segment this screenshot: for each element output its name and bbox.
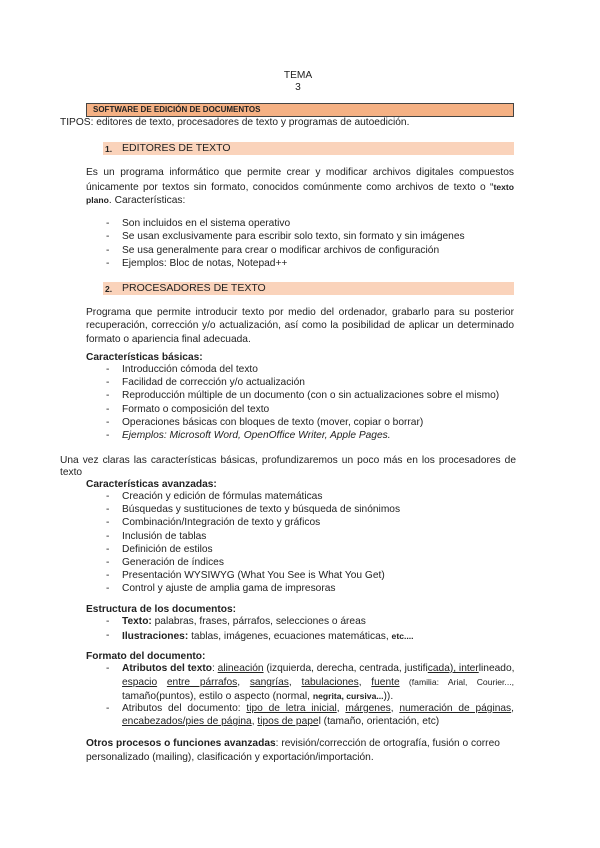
bold-text: plano — [86, 195, 109, 205]
list-item: Creación y edición de fórmulas matemáticas — [122, 491, 323, 502]
list-item — [122, 663, 514, 675]
intro-line: Una vez claras las características básicas, profundizaremos un poco más en los procesadores de — [60, 455, 516, 466]
list-item: Reproducción múltiple de un documento (con o sin actualizaciones sobre el mismo) — [122, 390, 500, 402]
bullet-dash: - — [106, 231, 110, 243]
text: Atributos del documento: — [122, 703, 247, 714]
underlined-text: tipo de letra inicial — [246, 703, 337, 714]
section-1-heading — [103, 142, 514, 155]
underlined-text: alineación — [217, 663, 264, 674]
section-title: PROCESADORES DE TEXTO — [122, 282, 266, 294]
list-item: Formato o composición del texto — [122, 403, 270, 415]
list-item: Ejemplos: Microsoft Word, OpenOffice Writer, Apple Pages. — [122, 430, 391, 441]
bold-text: Texto: — [122, 616, 152, 627]
list-item: Control y ajuste de amplia gama de impresoras — [122, 583, 336, 595]
list-item: Ejemplos: Bloc de notas, Notepad++ — [122, 258, 288, 270]
text: . Características: — [108, 195, 186, 206]
list-item — [122, 616, 366, 628]
list-item: Se usa generalmente para crear o modificar archivos de configuración — [122, 244, 440, 256]
bullet-dash: - — [106, 218, 110, 229]
list-item: Operaciones básicas con bloques de texto (mover, copiar o borrar) — [122, 416, 424, 428]
text: )). — [383, 691, 394, 702]
list-item — [122, 630, 414, 643]
bullet-dash: - — [106, 663, 110, 674]
bullet-dash: - — [106, 530, 110, 542]
bullet-dash: - — [106, 258, 110, 270]
list-item-cont — [122, 716, 439, 728]
list-item: Búsquedas y sustituciones de texto y búsqueda de sinónimos — [122, 504, 401, 516]
bullet-dash: - — [106, 703, 110, 714]
list-item-cont — [122, 690, 393, 703]
text: , — [237, 677, 250, 688]
bullet-dash: - — [106, 557, 110, 568]
bold-text: texto — [493, 182, 514, 192]
title-line-1: TEMA — [283, 70, 313, 81]
underlined-text: fuente — [371, 677, 400, 688]
underlined-text: márgenes — [345, 703, 391, 714]
text: (familia: Arial, Courier..., — [399, 677, 514, 687]
structure-heading: Estructura de los documentos: — [86, 604, 237, 615]
bullet-dash: - — [106, 244, 110, 256]
bullet-dash: - — [106, 504, 110, 516]
underlined-text: encabezados/pies de página — [122, 716, 252, 727]
section-2-heading — [103, 282, 514, 295]
list-item: Combinación/Integración de texto y gráficos — [122, 517, 321, 529]
text: tamaño(puntos), estilo o aspecto (normal, — [122, 691, 313, 702]
list-item-cont — [122, 676, 514, 689]
bullet-dash: - — [106, 377, 110, 389]
otros-line — [86, 738, 500, 750]
paragraph-line — [86, 194, 185, 207]
tipos-line: TIPOS: editores de texto, procesadores de texto y programas de autoedición. — [60, 117, 410, 128]
list-item: Son incluidos en el sistema operativo — [122, 218, 291, 229]
bullet-dash: - — [106, 517, 110, 529]
bullet-dash: - — [106, 630, 110, 641]
text: palabras, frases, párrafos, selecciones o áreas — [151, 616, 366, 627]
title-line-2: 3 — [295, 82, 301, 93]
banner — [86, 103, 514, 117]
bold-text: Otros procesos o funciones avanzadas — [86, 738, 276, 749]
section-number: 2. — [105, 284, 113, 294]
underlined-text: tabulaciones — [301, 677, 359, 688]
underlined-text: entre párrafos — [166, 677, 238, 688]
advanced-heading: Características avanzadas: — [86, 479, 217, 490]
paragraph-line — [86, 181, 514, 194]
list-item: Inclusión de tablas — [122, 530, 207, 542]
bullet-dash: - — [106, 616, 110, 627]
underlined-text: cada), inter — [427, 663, 479, 674]
underlined-text: espacio — [122, 677, 158, 688]
bullet-dash: - — [106, 570, 110, 582]
text: , — [390, 703, 400, 714]
bullet-dash: - — [106, 416, 110, 428]
text: tablas, imágenes, ecuaciones matemáticas, — [188, 631, 392, 642]
text: : revisión/corrección de ortografía, fusión o correo — [275, 738, 500, 749]
banner-text: SOFTWARE DE EDICIÓN DE DOCUMENTOS — [93, 105, 261, 114]
bullet-dash: - — [106, 543, 110, 555]
text: : — [212, 663, 218, 674]
list-item: Se usan exclusivamente para escribir solo texto, sin formato y sin imágenes — [122, 231, 465, 243]
text: , — [336, 703, 346, 714]
bullet-dash: - — [106, 390, 110, 402]
paragraph-line: Es un programa informático que permite crear y modificar archivos digitales compuestos — [86, 167, 514, 178]
list-item: Definición de estilos — [122, 543, 213, 555]
underlined-text: sangrías — [249, 677, 289, 688]
text: , — [251, 716, 258, 727]
paragraph-line: Programa que permite introducir texto por medio del ordenador, grabarlo para su posterior — [86, 307, 514, 318]
bold-text: Atributos del texto — [122, 663, 212, 674]
text: , — [288, 677, 302, 688]
text: l (tamaño, orientación, etc) — [318, 716, 440, 727]
bold-text: negrita, cursiva... — [312, 691, 384, 701]
section-title: EDITORES DE TEXTO — [122, 142, 231, 154]
otros-line: personalizado (mailing), clasificación y exportación/importación. — [86, 752, 374, 763]
basic-heading: Características básicas: — [86, 352, 203, 363]
section-number: 1. — [105, 144, 113, 154]
text: lineado, — [478, 663, 515, 674]
bold-text: etc.... — [391, 631, 414, 641]
bullet-dash: - — [106, 430, 110, 441]
list-item: Introducción cómoda del texto — [122, 364, 258, 375]
text: , — [358, 677, 372, 688]
list-item: Generación de índices — [122, 557, 224, 568]
format-heading: Formato del documento: — [86, 651, 206, 662]
intro-line: texto — [60, 467, 83, 478]
paragraph-line: formato o apariencia final adecuada. — [86, 334, 251, 345]
list-item: Facilidad de corrección y/o actualización — [122, 377, 305, 389]
text: (izquierda, derecha, centrada, justifi — [263, 663, 428, 674]
underlined-text: numeración de páginas — [399, 703, 512, 714]
list-item — [122, 703, 514, 715]
text: , — [511, 703, 514, 714]
text: únicamente por textos sin formato, conocidos comúnmente como archivos de texto o “ — [86, 182, 494, 193]
bold-text: Ilustraciones: — [122, 631, 189, 642]
paragraph-line: recuperación, corrección y/o actualización, así como la posibilidad de aplicar un determinado — [86, 320, 514, 331]
list-item: Presentación WYSIWYG (What You See is What You Get) — [122, 570, 385, 582]
bullet-dash: - — [106, 583, 110, 595]
bullet-dash: - — [106, 403, 110, 415]
underlined-text: tipos de pape — [257, 716, 319, 727]
bullet-dash: - — [106, 364, 110, 375]
bullet-dash: - — [106, 491, 110, 502]
